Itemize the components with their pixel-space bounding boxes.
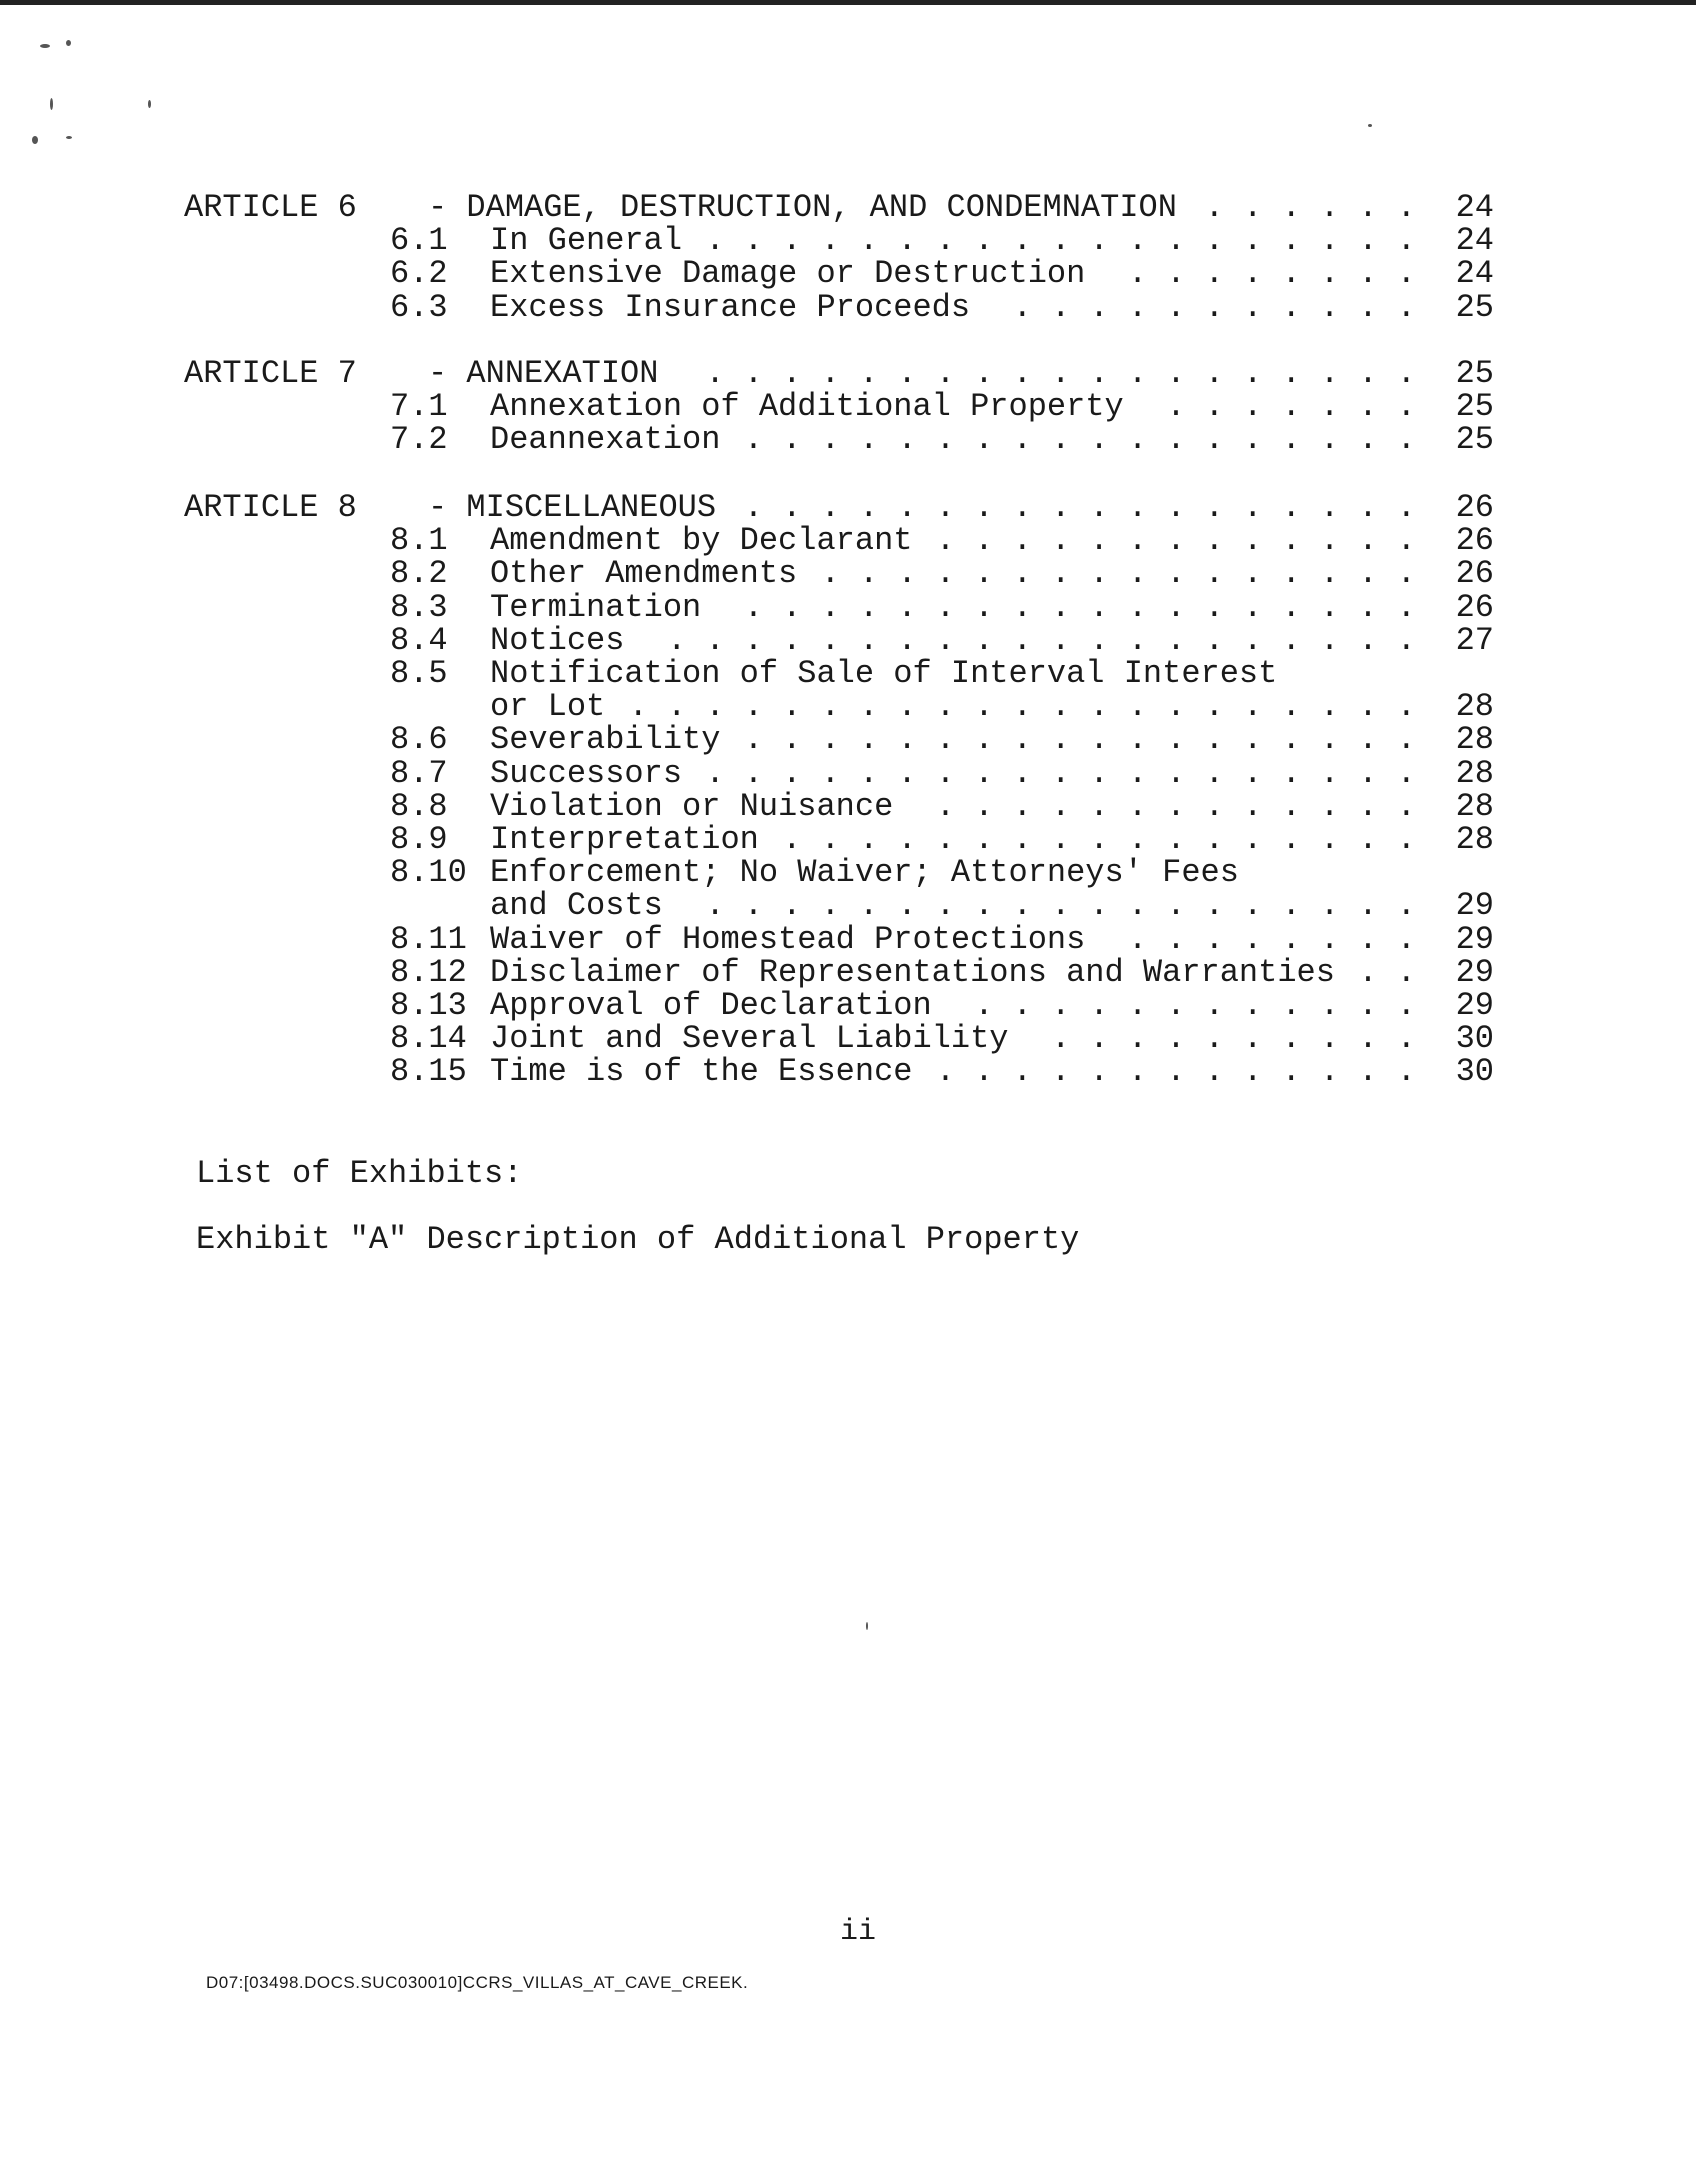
toc-article-row [0, 190, 1696, 226]
toc-section-title: Annexation of Additional Property [490, 388, 1124, 426]
toc-section-title: Disclaimer of Representations and Warranties [490, 953, 1335, 991]
toc-page-number: 28 [1455, 721, 1494, 759]
toc-section-title: Successors [490, 754, 683, 792]
toc-dot-leader: . . . . . . . . . . . . . [935, 1054, 1416, 1091]
toc-dot-leader: . . . . . . . . . . . . . . . . . . . [705, 755, 1416, 792]
toc-section-number: 8.12 [390, 953, 467, 991]
toc-dot-leader: . . . . . . . . . . . . . . . . . . . [705, 356, 1416, 392]
toc-section-continuation: and Costs [490, 887, 663, 925]
toc-article-label: ARTICLE 8 [184, 489, 357, 526]
toc-page-number: 28 [1455, 754, 1494, 792]
toc-section-row [0, 422, 1696, 458]
toc-page-number: 25 [1455, 288, 1494, 326]
toc-section-title: Time is of the Essence [490, 1053, 913, 1091]
toc-section-number: 6.1 [390, 222, 448, 260]
toc-section-row [0, 789, 1696, 825]
page-number: ii [840, 1915, 877, 1949]
toc-page-number: 28 [1455, 821, 1494, 858]
toc-section-number: 8.1 [390, 522, 448, 560]
toc-section-title: Notification of Sale of Interval Interest [490, 655, 1278, 692]
toc-section-title: Notices [490, 621, 625, 659]
toc-article-label: ARTICLE 6 [184, 189, 357, 226]
toc-page-number: 29 [1455, 953, 1494, 991]
toc-dot-leader: . . . . . . . . . . . . . . . . . . [743, 589, 1416, 626]
toc-page-number: 25 [1455, 421, 1494, 459]
toc-page-number: 27 [1455, 621, 1494, 659]
toc-section-row [0, 1021, 1696, 1057]
toc-section-row [0, 756, 1696, 792]
toc-article-row [0, 490, 1696, 526]
toc-page-number: 30 [1455, 1053, 1494, 1091]
toc-page-number: 26 [1455, 588, 1494, 626]
document-id: D07:[03498.DOCS.SUC030010]CCRS_VILLAS_AT_CAVE_CREEK. [206, 1973, 749, 1992]
toc-article-title: - ANNEXATION [428, 355, 659, 392]
toc-section-number: 8.4 [390, 621, 448, 659]
toc-section-number: 8.6 [390, 721, 448, 759]
toc-section-number: 8.3 [390, 588, 448, 626]
scan-speck [866, 1622, 868, 1630]
toc-page-number: 26 [1455, 555, 1494, 593]
toc-dot-leader: . . . . . . . . . . . . . . . . . . [743, 422, 1416, 459]
toc-page-number: 26 [1455, 522, 1494, 560]
toc-section-number: 6.2 [390, 255, 448, 293]
toc-section-title: Waiver of Homestead Protections [490, 920, 1086, 958]
toc-section-title: In General [490, 222, 683, 260]
toc-dot-leader: . . . . . . . . . . . . . . . . . . . [705, 888, 1416, 925]
toc-section-continuation-row [0, 888, 1696, 924]
toc-article-row [0, 356, 1696, 392]
toc-section-title: Severability [490, 721, 721, 759]
toc-section-title: Approval of Declaration [490, 987, 932, 1024]
toc-page-number: 24 [1455, 222, 1494, 260]
toc-page-number: 29 [1455, 987, 1494, 1024]
toc-section-title: Violation or Nuisance [490, 787, 894, 825]
toc-dot-leader: . . . . . . . . . . . . . . . . . [782, 822, 1416, 858]
toc-section-row [0, 656, 1696, 692]
toc-section-title: Amendment by Declarant [490, 522, 913, 560]
toc-dot-leader: . . . . . . . . [1127, 256, 1416, 293]
toc-article-label: ARTICLE 7 [184, 355, 357, 392]
toc-dot-leader: . . . . . . . . . . . . . . . . . . [743, 490, 1416, 526]
toc-section-number: 8.13 [390, 987, 467, 1024]
toc-section-row [0, 389, 1696, 425]
toc-dot-leader: . . . . . . [1204, 190, 1416, 226]
toc-section-row [0, 256, 1696, 292]
toc-section-continuation: or Lot [490, 688, 606, 726]
toc-section-number: 6.3 [390, 288, 448, 326]
toc-section-title: Interpretation [490, 821, 759, 858]
toc-dot-leader: . . . . . . . . [1127, 921, 1416, 958]
toc-dot-leader: . . . . . . . . . . . . . . . . . . . [705, 223, 1416, 260]
toc-section-row [0, 822, 1696, 858]
toc-page-number: 26 [1455, 489, 1494, 526]
toc-dot-leader: . . . . . . . . . . . . . . . . . . . . . [628, 689, 1416, 726]
toc-page-number: 29 [1455, 887, 1494, 925]
toc-section-row [0, 988, 1696, 1024]
toc-section-number: 8.10 [390, 854, 467, 892]
toc-section-title: Termination [490, 588, 702, 626]
toc-section-number: 8.15 [390, 1053, 467, 1091]
toc-dot-leader: . . . . . . . [1166, 389, 1416, 426]
toc-section-number: 8.7 [390, 754, 448, 792]
toc-section-title: Extensive Damage or Destruction [490, 255, 1086, 293]
toc-section-continuation-row [0, 689, 1696, 725]
toc-article-title: - MISCELLANEOUS [428, 489, 717, 526]
toc-section-title: Excess Insurance Proceeds [490, 288, 971, 326]
toc-section-row [0, 223, 1696, 259]
toc-section-number: 8.9 [390, 821, 448, 858]
toc-section-number: 7.1 [390, 388, 448, 426]
toc-section-row [0, 1054, 1696, 1090]
toc-section-row [0, 855, 1696, 891]
toc-page-number: 24 [1455, 189, 1494, 226]
toc-dot-leader: . . . . . . . . . . . [1012, 289, 1416, 326]
toc-section-row [0, 955, 1696, 991]
toc-section-row [0, 523, 1696, 559]
toc-section-number: 8.8 [390, 787, 448, 825]
toc-dot-leader: . . . . . . . . . . . . . [935, 788, 1416, 825]
toc-dot-leader: . . . . . . . . . . . . . [935, 523, 1416, 560]
toc-section-row [0, 922, 1696, 958]
toc-section-title: Deannexation [490, 421, 721, 459]
toc-page-number: 25 [1455, 388, 1494, 426]
toc-section-number: 8.2 [390, 555, 448, 593]
toc-section-row [0, 722, 1696, 758]
toc-dot-leader: . . [1358, 954, 1416, 991]
toc-section-row [0, 623, 1696, 659]
toc-section-number: 8.5 [390, 655, 448, 692]
toc-page-number: 24 [1455, 255, 1494, 293]
toc-section-title: Enforcement; No Waiver; Attorneys' Fees [490, 854, 1239, 892]
toc-section-number: 8.14 [390, 1020, 467, 1058]
toc-section-row [0, 290, 1696, 326]
toc-section-title: Other Amendments [490, 555, 798, 593]
toc-section-number: 8.11 [390, 920, 467, 958]
toc-dot-leader: . . . . . . . . . . [1051, 1021, 1416, 1058]
toc-dot-leader: . . . . . . . . . . . . . . . . [820, 556, 1416, 593]
toc-page-number: 30 [1455, 1020, 1494, 1058]
toc-dot-leader: . . . . . . . . . . . . . . . . . . . . [667, 622, 1416, 659]
toc-section-row [0, 590, 1696, 626]
exhibits-heading: List of Exhibits: [196, 1155, 523, 1192]
toc-page-number: 29 [1455, 920, 1494, 958]
toc-page-number: 25 [1455, 355, 1494, 392]
toc-section-row [0, 556, 1696, 592]
exhibit-item: Exhibit "A" Description of Additional Property [196, 1221, 1080, 1258]
toc-page-number: 28 [1455, 688, 1494, 726]
toc-dot-leader: . . . . . . . . . . . . . . . . . . [743, 722, 1416, 759]
toc-section-number: 7.2 [390, 421, 448, 459]
toc-dot-leader: . . . . . . . . . . . . [974, 988, 1416, 1024]
toc-page-number: 28 [1455, 787, 1494, 825]
toc-section-title: Joint and Several Liability [490, 1020, 1009, 1058]
toc-article-title: - DAMAGE, DESTRUCTION, AND CONDEMNATION [428, 189, 1177, 226]
